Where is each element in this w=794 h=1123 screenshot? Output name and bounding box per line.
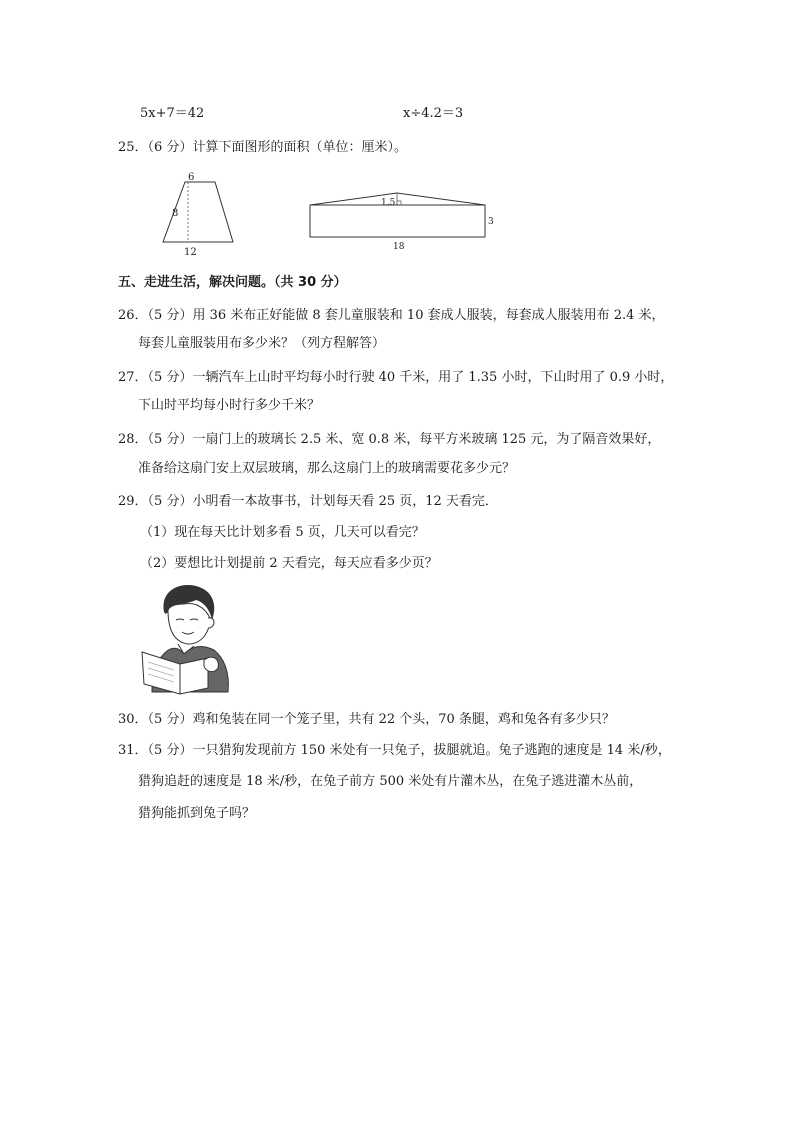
rect-height-label: 3 (488, 217, 494, 227)
question-29-sub1: （1）现在每天比计划多看 5 页，几天可以看完？ (140, 525, 425, 540)
trapezoid-top-label: 6 (188, 172, 195, 183)
question-29-line1: 29．（5 分）小明看一本故事书，计划每天看 25 页，12 天看完． (118, 494, 498, 509)
question-27-line2: 下山时平均每小时行多少千米？ (138, 398, 321, 413)
boy-reading-illustration (140, 580, 235, 695)
rect-width-label: 18 (393, 242, 405, 252)
section-title: 五、走进生活，解决问题。（共 30 分） (118, 275, 347, 290)
trapezoid-figure (155, 170, 245, 258)
question-30: 30．（5 分）鸡和兔装在同一个笼子里，共有 22 个头，70 条腿，鸡和兔各有多少只？ (118, 712, 615, 727)
question-25: 25．（6 分）计算下面图形的面积（单位：厘米）。 (118, 140, 407, 155)
question-28-line1: 28．（5 分）一扇门上的玻璃长 2.5 米、宽 0.8 米，每平方米玻璃 125 元，为了隔音效果好， (118, 432, 661, 447)
trapezoid-height-label: 8 (172, 208, 179, 219)
triangle-height-label: 1.5 (381, 198, 396, 208)
question-31-line2: 猎狗追赶的速度是 18 米/秒，在兔子前方 500 米处有片灌木丛，在兔子逃进灌木丛前， (138, 774, 643, 789)
composite-figure (305, 185, 505, 253)
equation-1: 5x+7＝42 (140, 106, 205, 121)
question-26-line1: 26．（5 分）用 36 米布正好能做 8 套儿童服装和 10 套成人服装，每套成人服装用布 2.4 米， (118, 308, 665, 323)
trapezoid-bottom-label: 12 (184, 247, 197, 258)
question-27-line1: 27．（5 分）一辆汽车上山时平均每小时行驶 40 千米，用了 1.35 小时，下山时用了 0.9 小时， (118, 370, 674, 385)
question-28-line2: 准备给这扇门安上双层玻璃，那么这扇门上的玻璃需要花多少元？ (138, 461, 516, 476)
question-26-line2: 每套儿童服装用布多少米？（列方程解答） (138, 336, 386, 351)
equation-2: x÷4.2＝3 (403, 106, 464, 121)
question-31-line3: 猎狗能抓到兔子吗？ (138, 806, 256, 821)
question-31-line1: 31．（5 分）一只猎狗发现前方 150 米处有一只兔子，拔腿就追。兔子逃跑的速度是 14 米/秒， (118, 743, 671, 758)
question-29-sub2: （2）要想比计划提前 2 天看完，每天应看多少页？ (140, 556, 438, 571)
